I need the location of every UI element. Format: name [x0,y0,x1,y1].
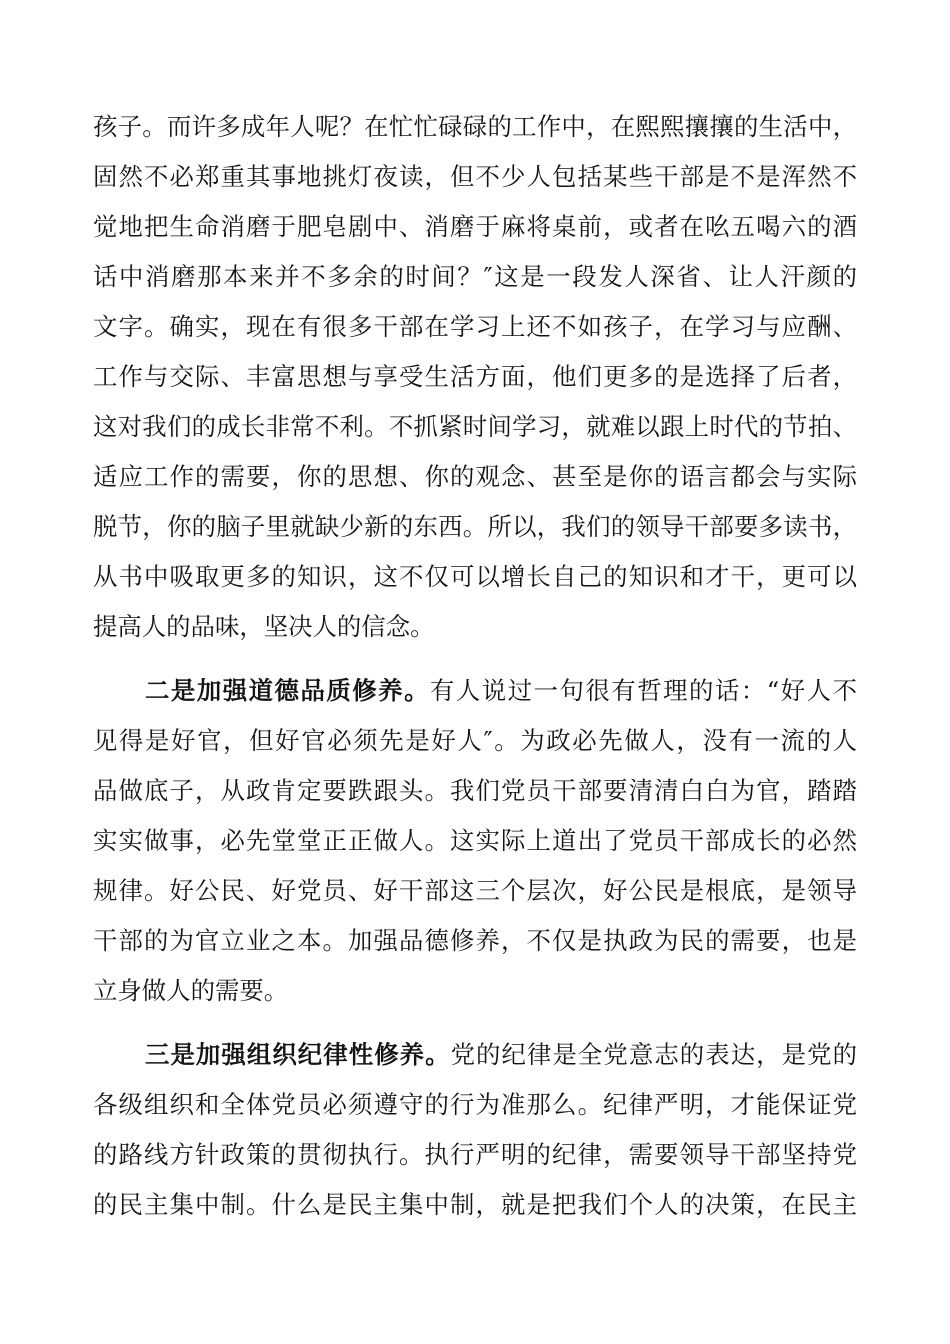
paragraph-line: 的民主集中制。什么是民主集中制，就是把我们个人的决策，在民主 [93,1190,857,1219]
paragraph-line: 干部的为官立业之本。加强品德修养，不仅是执政为民的需要，也是 [93,926,857,955]
document-page [93,102,857,1230]
paragraph-line: 孩子。而许多成年人呢？在忙忙碌碌的工作中，在熙熙攘攘的生活中， [93,112,857,141]
paragraph-first-line [93,666,857,716]
paragraph-line: 觉地把生命消磨于肥皂剧中、消磨于麻将桌前，或者在吆五喝六的酒 [93,212,857,241]
paragraph-line: 见得是好官，但好官必须先是好人″。为政必先做人，没有一流的人 [93,726,857,755]
paragraph-3 [93,1030,857,1230]
paragraph-line: 各级组织和全体党员必须遵守的行为准那么。纪律严明，才能保证党 [93,1090,857,1119]
paragraph-3-heading: 三是加强组织纪律性修养。 [145,1040,451,1069]
paragraph-2-heading: 二是加强道德品质修养。 [145,676,430,705]
paragraph-line: 实实做事，必先堂堂正正做人。这实际上道出了党员干部成长的必然 [93,826,857,855]
paragraph-line: 这对我们的成长非常不利。不抓紧时间学习，就难以跟上时代的节拍、 [93,412,857,441]
paragraph-line: 脱节，你的脑子里就缺少新的东西。所以，我们的领导干部要多读书， [93,512,857,541]
paragraph-line: 品做底子，从政肯定要跌跟头。我们党员干部要清清白白为官，踏踏 [93,776,857,805]
paragraph-line: 工作与交际、丰富思想与享受生活方面，他们更多的是选择了后者， [93,362,857,391]
paragraph-2 [93,666,857,1016]
paragraph-line: 立身做人的需要。 [93,976,289,1005]
paragraph-line: 固然不必郑重其事地挑灯夜读，但不少人包括某些干部是不是浑然不 [93,162,857,191]
paragraph-first-line [93,1030,857,1080]
paragraph-line: 话中消磨那本来并不多余的时间？″这是一段发人深省、让人汗颜的 [93,262,857,291]
paragraph-line: 提高人的品味，坚决人的信念。 [93,612,435,641]
paragraph-line: 规律。好公民、好党员、好干部这三个层次，好公民是根底，是领导 [93,876,857,905]
paragraph-line: 的路线方针政策的贯彻执行。执行严明的纪律，需要领导干部坚持党 [93,1140,857,1169]
paragraph-line: 适应工作的需要，你的思想、你的观念、甚至是你的语言都会与实际 [93,462,857,491]
paragraph-line: 文字。确实，现在有很多干部在学习上还不如孩子，在学习与应酬、 [93,312,857,341]
paragraph-3-first-line-text: 党的纪律是全党意志的表达，是党的 [450,1040,857,1069]
paragraph-2-first-line-text: 有人说过一句很有哲理的话：“好人不 [429,676,857,705]
paragraph-1 [93,102,857,652]
paragraph-line: 从书中吸取更多的知识，这不仅可以增长自己的知识和才干，更可以 [93,562,857,591]
